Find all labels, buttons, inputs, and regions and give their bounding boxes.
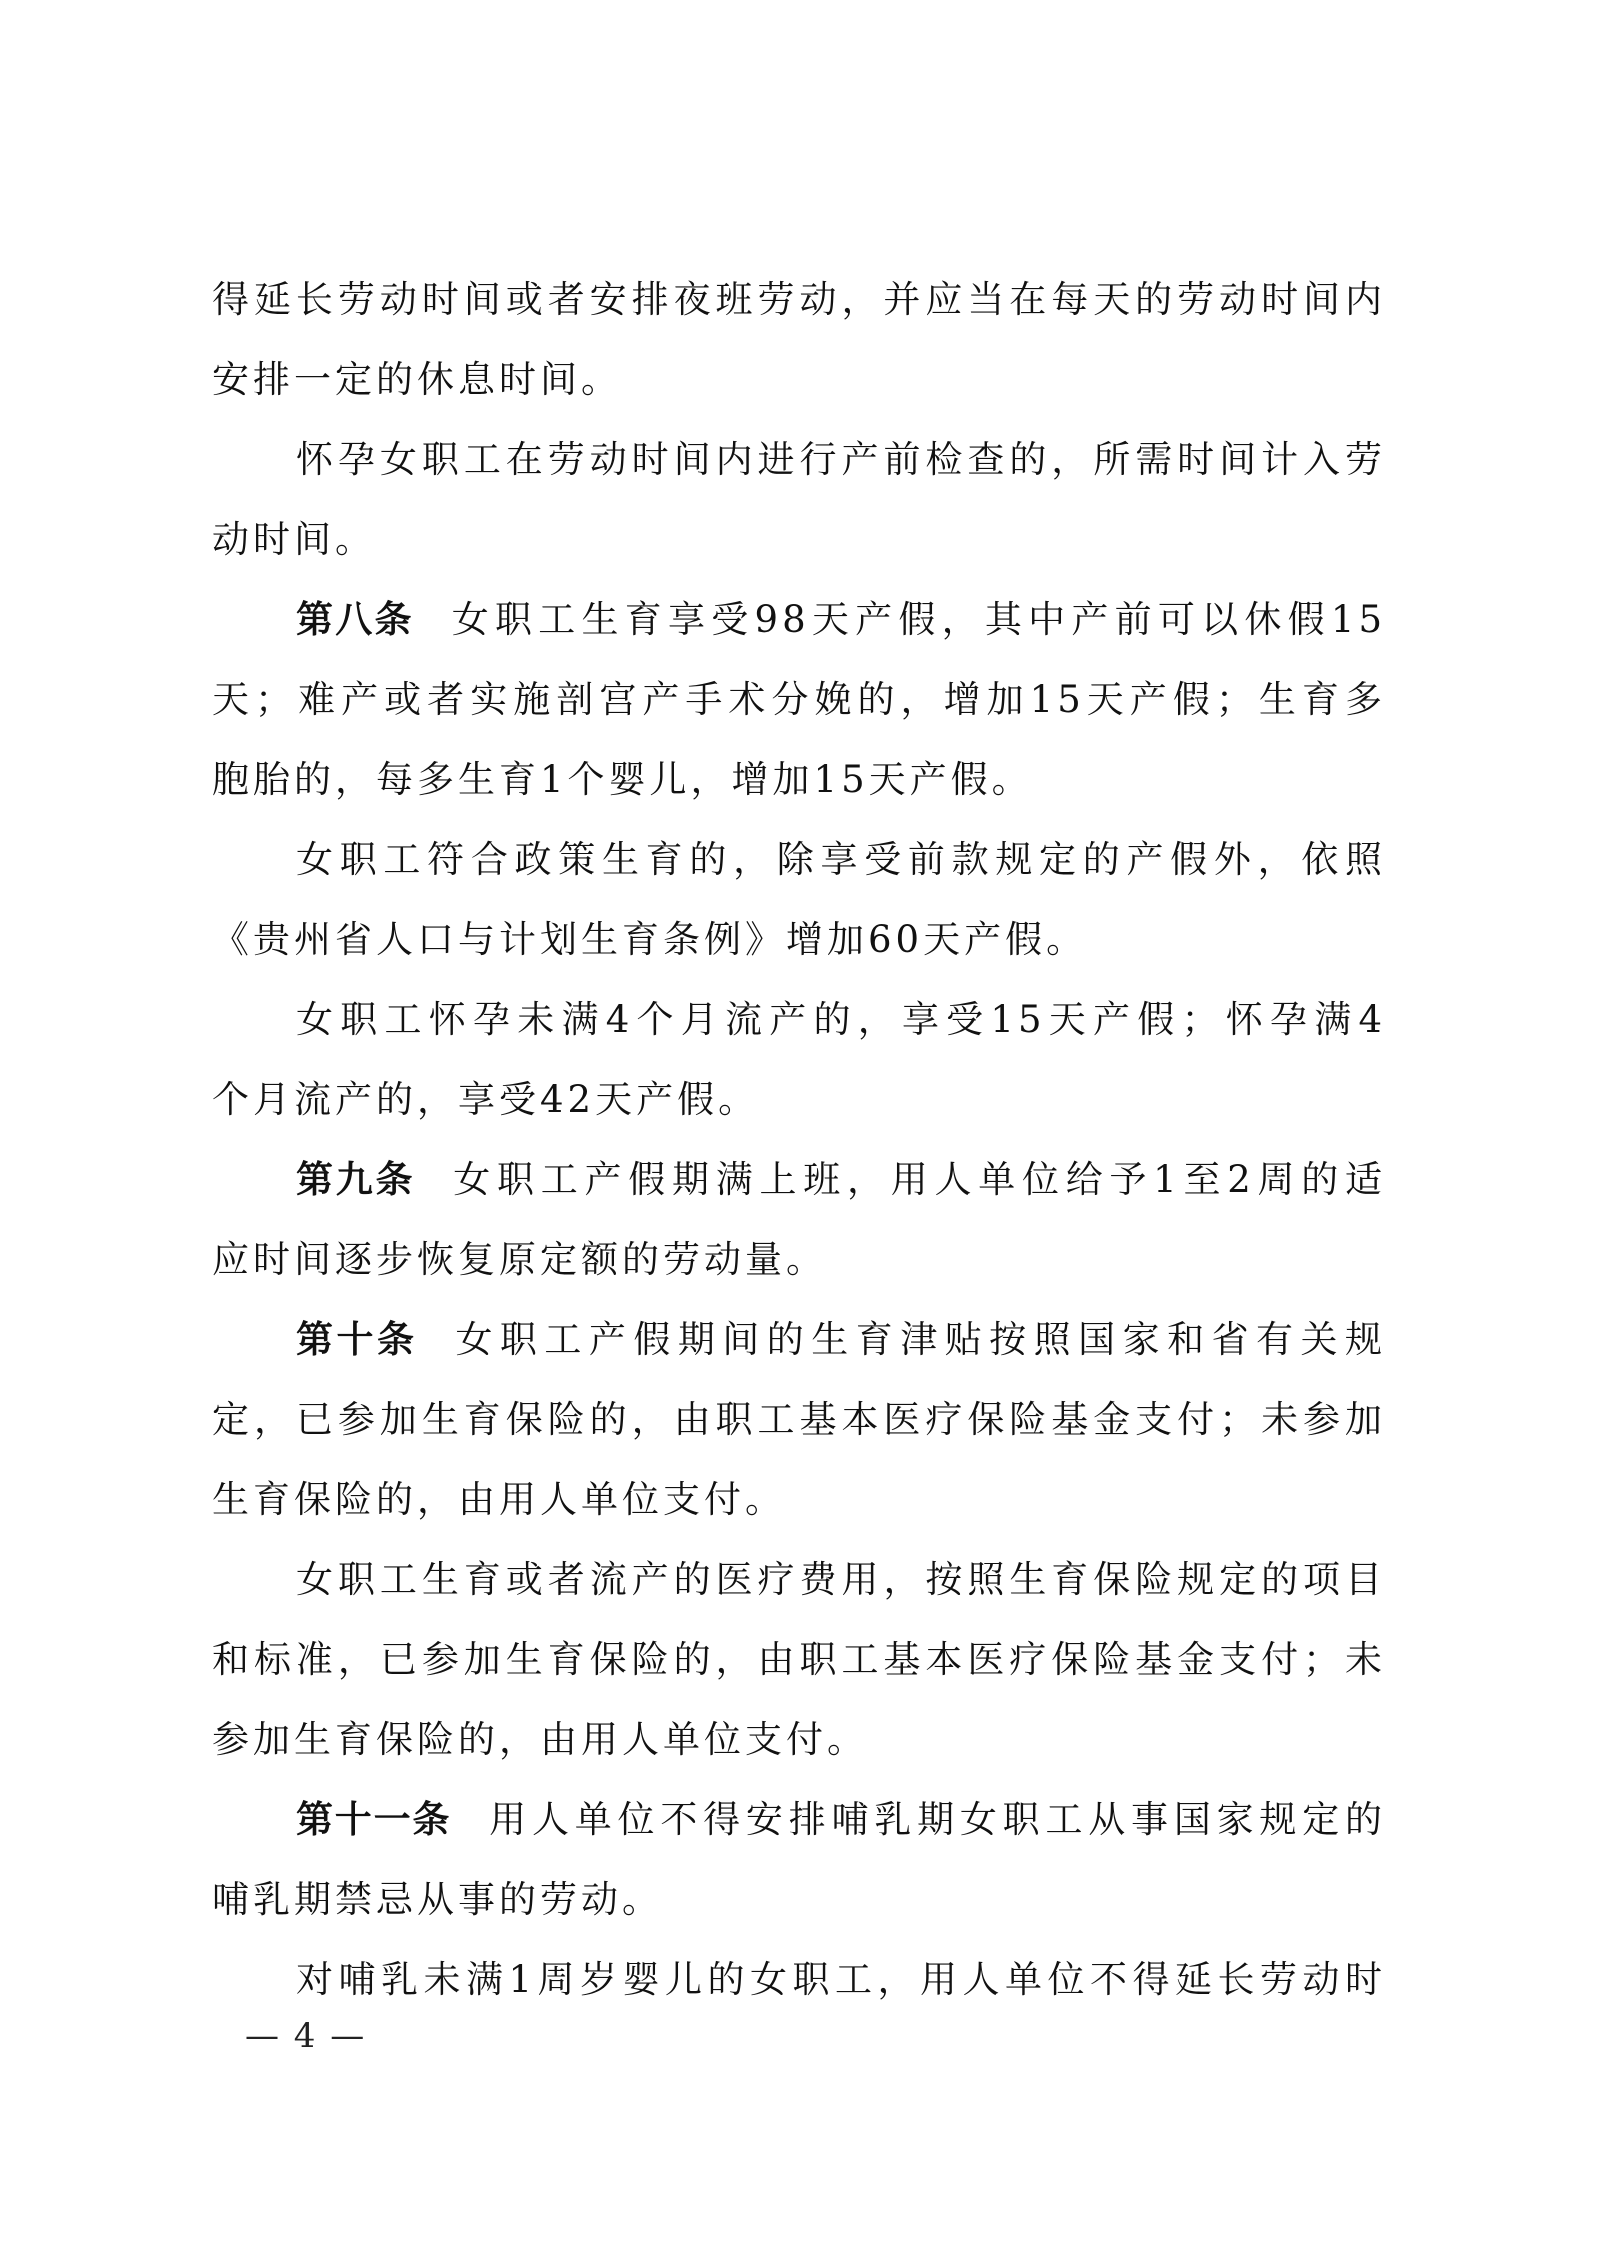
article-text: 女职工产假期满上班，用人单位给予1至2周的适: [453, 1158, 1386, 1201]
text-line: 怀孕女职工在劳动时间内进行产前检查的，所需时间计入劳: [296, 438, 1386, 481]
paragraph-prenatal-checkup: [212, 428, 1386, 588]
text-line: 生育保险的，由用人单位支付。: [212, 1478, 786, 1521]
text-line: [212, 588, 1386, 668]
article-heading: 第九条: [296, 1158, 416, 1201]
article-9: [212, 1148, 1386, 1308]
article-text: 女职工产假期间的生育津贴按照国家和省有关规: [455, 1318, 1387, 1361]
document-body: [212, 268, 1386, 2028]
paragraph-nursing-hours: [212, 1948, 1386, 2028]
article-heading: 第十条: [296, 1318, 418, 1361]
text-line: 胞胎的，每多生育1个婴儿，增加15天产假。: [212, 758, 1033, 801]
article-text: 女职工生育享受98天产假，其中产前可以休假15: [451, 598, 1386, 641]
text-line: 个月流产的，享受42天产假。: [212, 1078, 760, 1121]
text-line: 女职工生育或者流产的医疗费用，按照生育保险规定的项目: [296, 1558, 1386, 1601]
text-line: 对哺乳未满1周岁婴儿的女职工，用人单位不得延长劳动时: [296, 1958, 1386, 2001]
paragraph-policy-birth: [212, 828, 1386, 988]
text-line: 哺乳期禁忌从事的劳动。: [212, 1878, 663, 1921]
text-line: 得延长劳动时间或者安排夜班劳动，并应当在每天的劳动时间内: [212, 278, 1386, 321]
article-10: [212, 1308, 1386, 1548]
text-line: 《贵州省人口与计划生育条例》增加60天产假。: [212, 918, 1088, 961]
article-heading: 第八条: [296, 598, 414, 641]
article-8: [212, 588, 1386, 828]
text-line: 定，已参加生育保险的，由职工基本医疗保险基金支付；未参加: [212, 1398, 1386, 1441]
paragraph-miscarriage-leave: [212, 988, 1386, 1148]
article-11: [212, 1788, 1386, 1948]
article-text: 用人单位不得安排哺乳期女职工从事国家规定的: [489, 1798, 1387, 1841]
text-line: 天；难产或者实施剖宫产手术分娩的，增加15天产假；生育多: [212, 678, 1386, 721]
text-line: 动时间。: [212, 518, 376, 561]
text-line: 安排一定的休息时间。: [212, 358, 622, 401]
text-line: [212, 1308, 1386, 1388]
text-line: [212, 1788, 1386, 1868]
paragraph-medical-expenses: [212, 1548, 1386, 1788]
paragraph-continuation: [212, 268, 1386, 428]
article-heading: 第十一条: [296, 1798, 452, 1841]
text-line: 参加生育保险的，由用人单位支付。: [212, 1718, 868, 1761]
text-line: 和标准，已参加生育保险的，由职工基本医疗保险基金支付；未: [212, 1638, 1386, 1681]
text-line: 女职工怀孕未满4个月流产的，享受15天产假；怀孕满4: [296, 998, 1386, 1041]
text-line: 应时间逐步恢复原定额的劳动量。: [212, 1238, 827, 1281]
page-number: — 4 —: [245, 2016, 367, 2056]
text-line: 女职工符合政策生育的，除享受前款规定的产假外，依照: [296, 838, 1386, 881]
text-line: [212, 1148, 1386, 1228]
